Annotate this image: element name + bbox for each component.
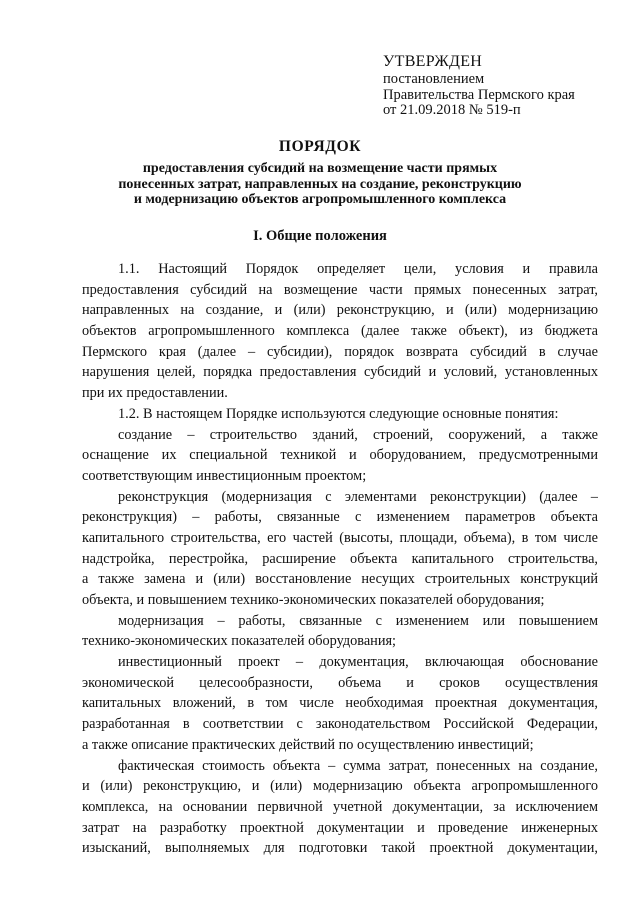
- body-line: а также замена и (или) восстановление несущих строительных конструкций: [82, 571, 598, 588]
- body-line: реконструкция (модернизация с элементами реконструкции) (далее –: [118, 488, 598, 505]
- body-line: и (или) реконструкцию, и (или) модернизацию объекта агропромышленного: [82, 778, 598, 795]
- body-line: экономической целесообразности, объема и сроков осуществления: [82, 674, 598, 691]
- body-line: затрат на разработку проектной документации и проведение инженерных: [82, 819, 598, 836]
- body-line: технико-экономических показателей оборудования;: [82, 633, 397, 650]
- body-line: комплекса, на основании первичной учетной документации, за исключением: [82, 798, 598, 815]
- body-line: капитальных вложений, в том числе необходимая проектная документация,: [82, 695, 598, 712]
- subtitle-line: предоставления субсидий на возмещение части прямых: [142, 161, 498, 176]
- approval-line: от 21.09.2018 № 519-п: [383, 102, 521, 118]
- subtitle-line: понесенных затрат, направленных на создание, реконструкцию: [118, 176, 522, 192]
- body-line: фактическая стоимость объекта – сумма затрат, понесенных на создание,: [118, 757, 598, 774]
- body-line: предоставления субсидий на возмещение части прямых понесенных затрат,: [82, 281, 598, 298]
- approval-line: постановлением: [383, 71, 485, 87]
- approval-line: Правительства Пермского края: [383, 86, 575, 103]
- body-line: 1.2. В настоящем Порядке используются следующие основные понятия:: [118, 405, 559, 422]
- body-line: надстройка, перестройка, расширение объекта капитального строительства,: [82, 550, 598, 567]
- body-line: объекта, и повышением технико-экономических показателей оборудования;: [82, 592, 545, 608]
- body-line: объектов агропромышленного комплекса (далее также объект), из бюджета: [82, 323, 598, 340]
- body-line: оснащение их специальной техникой и оборудованием, предусмотренными: [82, 447, 598, 464]
- document-title: ПОРЯДОК: [278, 138, 362, 155]
- approval-stamp: [383, 52, 623, 119]
- body-line: изысканий, выполняемых для подготовки такой проектной документации,: [82, 840, 598, 857]
- subtitle-line: и модернизацию объектов агропромышленного комплекса: [133, 192, 507, 207]
- body-line: разработанная в соответствии с законодательством Российской Федерации,: [82, 716, 598, 733]
- document-subtitle: [80, 161, 560, 208]
- section-heading: I. Общие положения: [253, 228, 387, 244]
- body-line: инвестиционный проект – документация, включающая обоснование: [118, 654, 598, 671]
- body-line: при их предоставлении.: [82, 385, 228, 402]
- body-line: создание – строительство зданий, строений, сооружений, а также: [118, 426, 598, 443]
- body-line: соответствующим инвестиционным проектом;: [82, 467, 367, 484]
- body-line: а также описание практических действий по осуществлению инвестиций;: [82, 736, 534, 753]
- body-line: капитального строительства, его частей (высоты, площади, объема), в том числе: [82, 529, 598, 546]
- body-line: Пермского края (далее – субсидии), порядок возврата субсидий в случае: [82, 343, 598, 360]
- body-line: направленных на создание, и (или) реконструкцию, и (или) модернизацию: [82, 302, 598, 319]
- body-line: 1.1. Настоящий Порядок определяет цели, условия и правила: [118, 261, 598, 277]
- approval-heading: УТВЕРЖДЕН: [383, 53, 483, 70]
- document-body: [82, 259, 598, 859]
- body-line: модернизация – работы, связанные с изменением или повышением: [118, 612, 598, 629]
- body-line: реконструкция) – работы, связанные с изменением параметров объекта: [82, 509, 598, 526]
- body-line: нарушения целей, порядка предоставления субсидий и условий, установленных: [82, 364, 598, 381]
